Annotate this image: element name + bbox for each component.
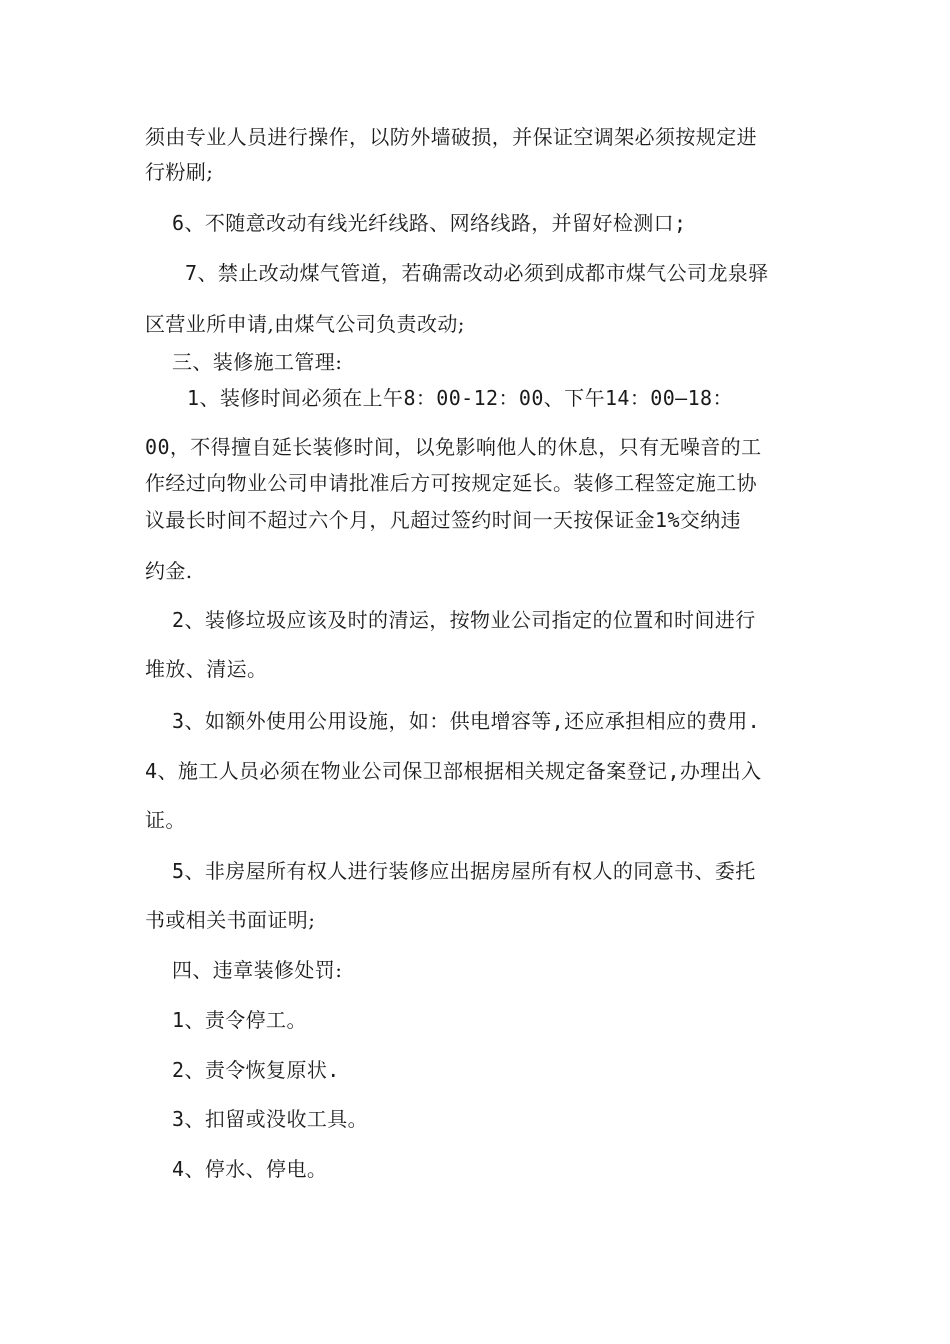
section-heading: 四、违章装修处罚: <box>172 958 343 982</box>
list-item: 3、如额外使用公用设施，如：供电增容等,还应承担相应的费用. <box>172 709 761 733</box>
list-item: 7、禁止改动煤气管道，若确需改动必须到成都市煤气公司龙泉驿 <box>185 261 769 285</box>
list-item: 3、扣留或没收工具。 <box>172 1107 369 1131</box>
paragraph-line: 堆放、清运。 <box>145 657 268 681</box>
list-item: 6、不随意改动有线光纤线路、网络线路，并留好检测口; <box>172 211 687 235</box>
section-heading: 三、装修施工管理: <box>172 350 343 374</box>
list-item: 4、施工人员必须在物业公司保卫部根据相关规定备案登记,办理出入 <box>145 759 762 783</box>
paragraph-line: 议最长时间不超过六个月，凡超过签约时间一天按保证金1%交纳违 <box>145 508 742 532</box>
paragraph-line: 作经过向物业公司申请批准后方可按规定延长。装修工程签定施工协 <box>145 471 757 495</box>
paragraph-line: 区营业所申请,由煤气公司负责改动; <box>145 312 465 336</box>
paragraph-line: 书或相关书面证明; <box>145 908 316 932</box>
list-item: 4、停水、停电。 <box>172 1157 328 1181</box>
paragraph-line: 证。 <box>145 808 186 832</box>
list-item: 2、装修垃圾应该及时的清运，按物业公司指定的位置和时间进行 <box>172 608 756 632</box>
paragraph-line: 00，不得擅自延长装修时间，以免影响他人的休息，只有无噪音的工 <box>145 435 762 459</box>
paragraph-line: 约金. <box>145 559 193 583</box>
list-item: 2、责令恢复原状. <box>172 1058 340 1082</box>
paragraph-line: 行粉刷; <box>145 160 214 184</box>
list-item: 1、责令停工。 <box>172 1008 307 1032</box>
list-item: 5、非房屋所有权人进行装修应出据房屋所有权人的同意书、委托 <box>172 859 756 883</box>
paragraph-line: 须由专业人员进行操作，以防外墙破损，并保证空调架必须按规定进 <box>145 125 757 149</box>
list-item: 1、装修时间必须在上午8：00-12：00、下午14：00—18： <box>187 386 733 410</box>
